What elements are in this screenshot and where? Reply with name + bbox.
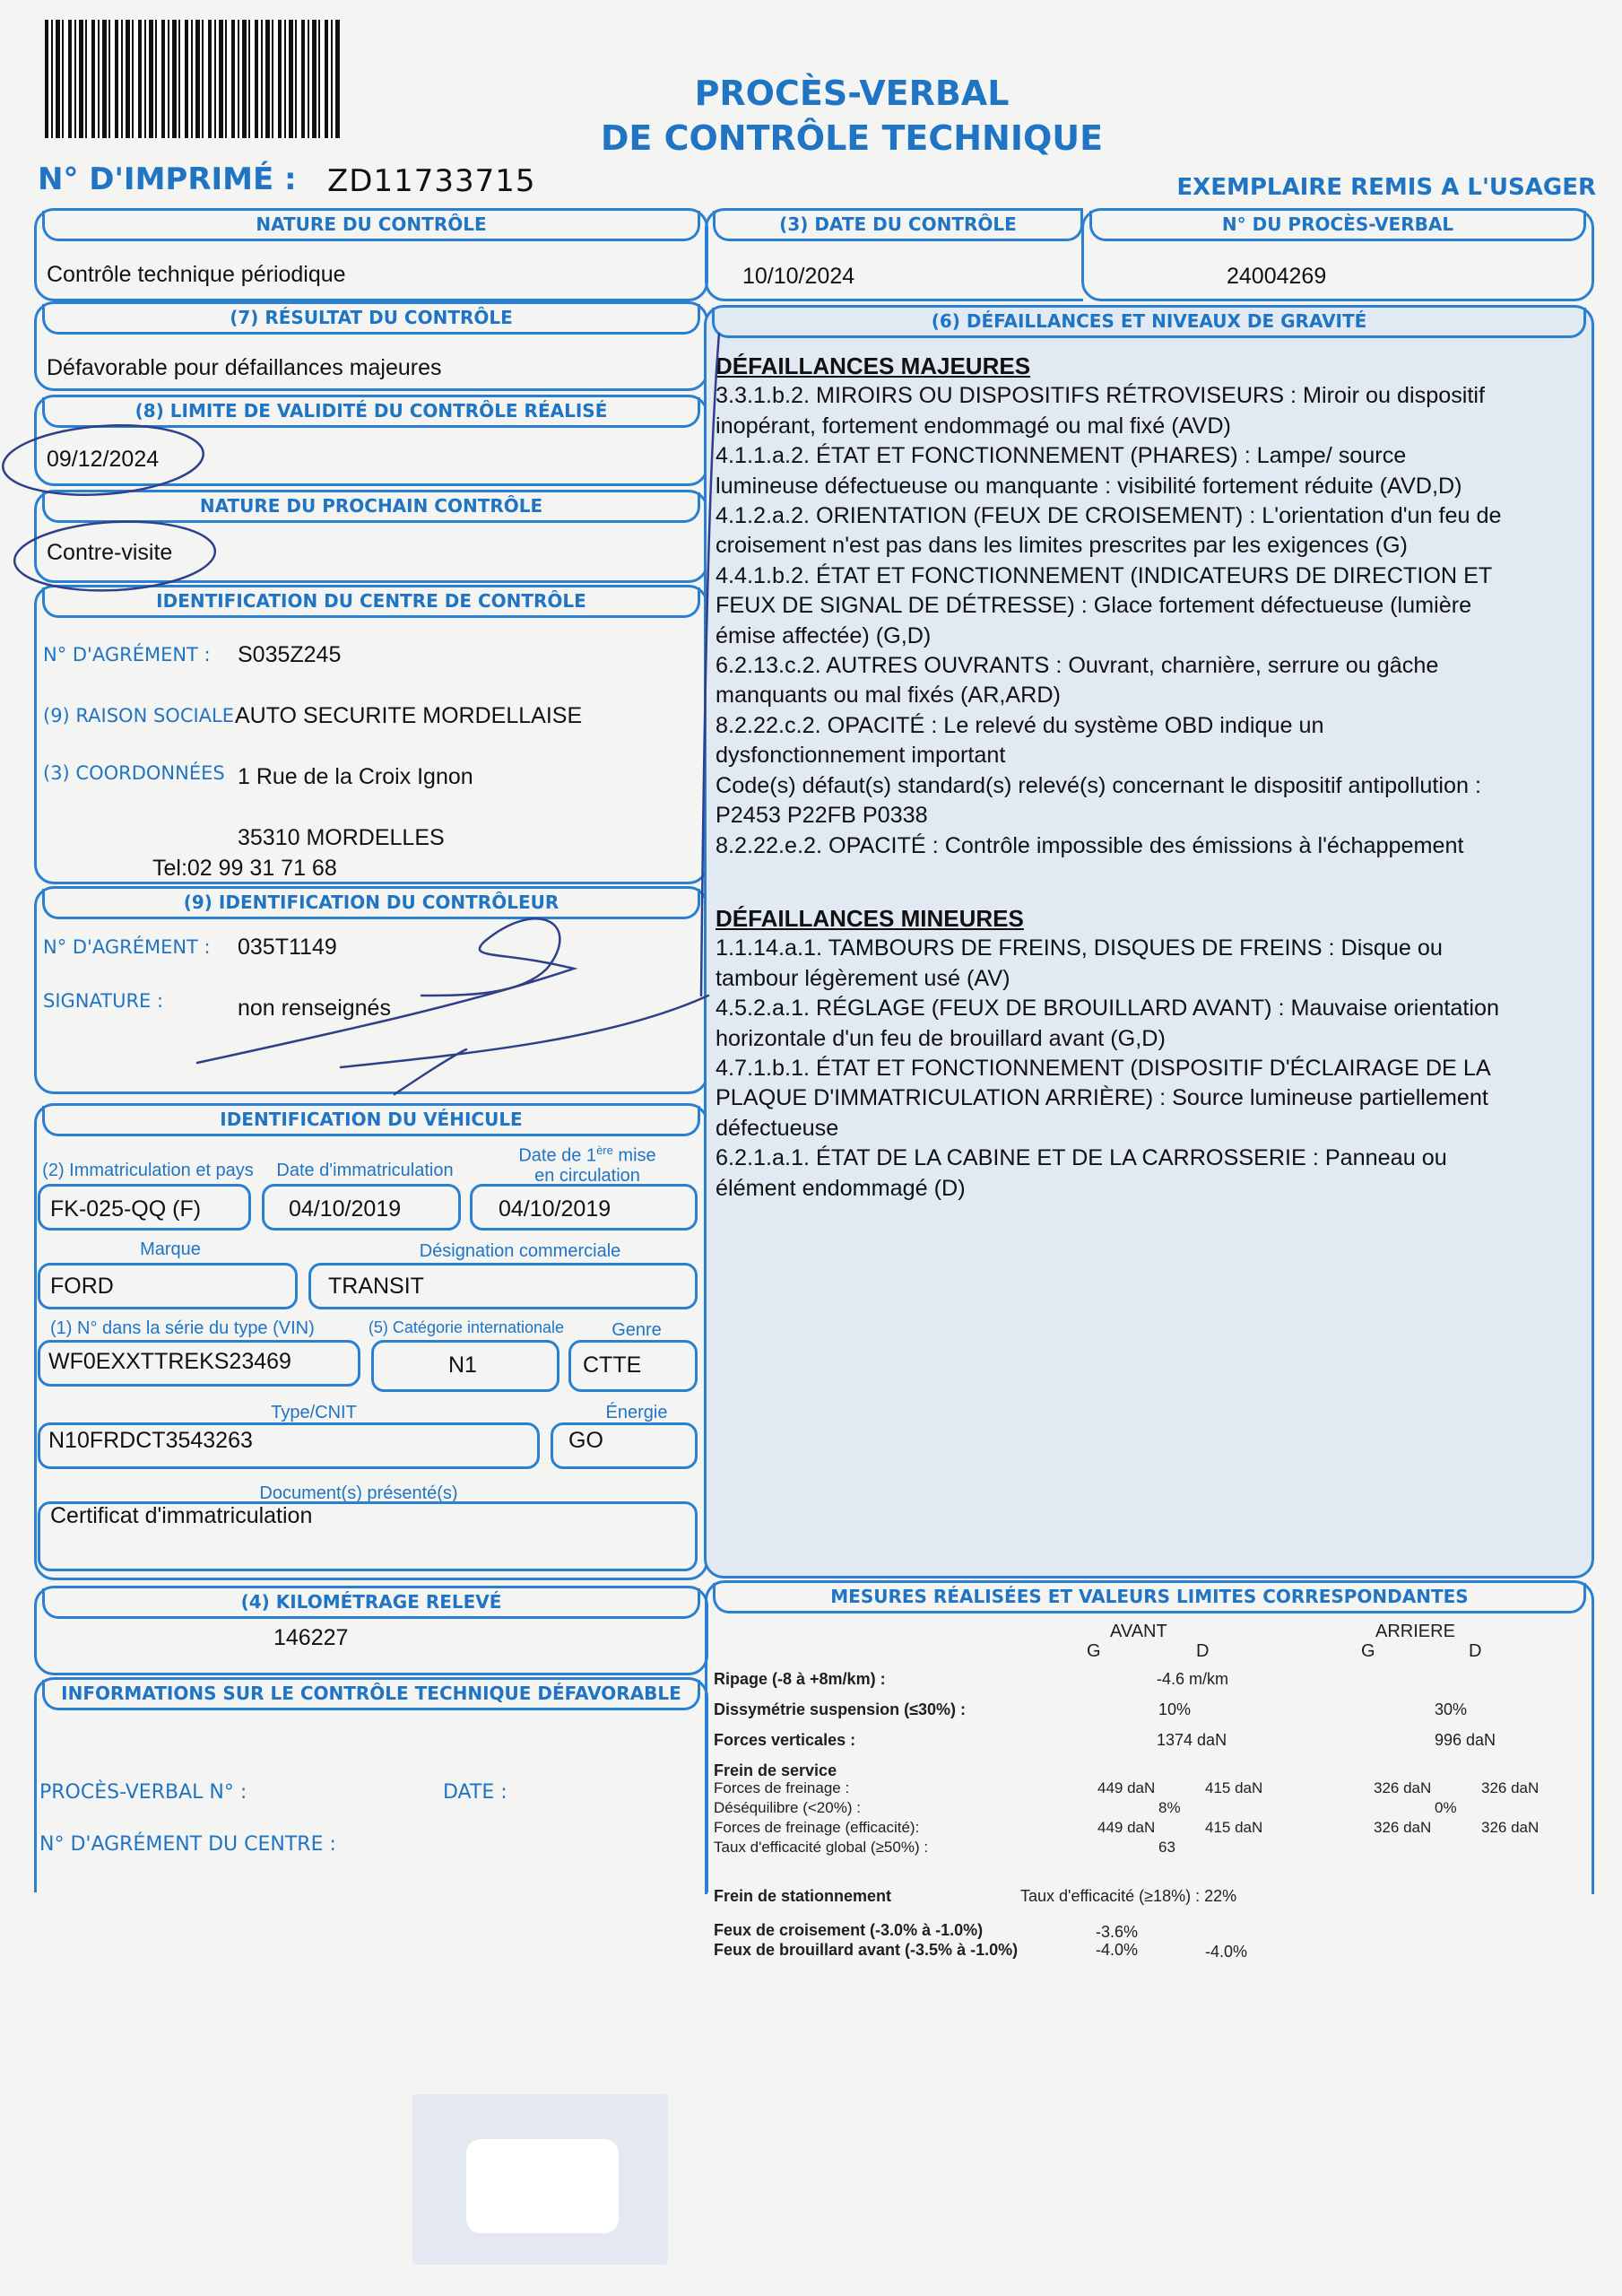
nature-controle-value: Contrôle technique périodique <box>47 262 346 287</box>
date-mise-label: Date de 1ère mise en circulation <box>518 1144 656 1186</box>
defaillance-item: 6.2.1.a.1. ÉTAT DE LA CABINE ET DE LA CARROSSERIE : Panneau ou élément endommagé (D) <box>716 1145 1447 1201</box>
num-pv-value: 24004269 <box>1227 264 1327 289</box>
ripage-label: Ripage (-8 à +8m/km) : <box>714 1670 886 1688</box>
raison-sociale-label: (9) RAISON SOCIALE <box>43 705 235 726</box>
defavorable-agrement-label: N° D'AGRÉMENT DU CENTRE : <box>39 1833 336 1856</box>
vin-label: (1) N° dans la série du type (VIN) <box>50 1318 315 1338</box>
imprime-number: ZD11733715 <box>327 163 536 199</box>
documents-value: Certificat d'immatriculation <box>50 1503 313 1528</box>
centre-agrement-value: S035Z245 <box>238 642 342 667</box>
defavorable-pv-label: PROCÈS-VERBAL N° : <box>39 1781 247 1804</box>
brouillard-label: Feux de brouillard avant (-3.5% à -1.0%) <box>714 1941 1019 1959</box>
signature-value: non renseignés <box>238 996 391 1021</box>
vin-value: WF0EXXTTREKS23469 <box>48 1349 291 1374</box>
centre-agrement-label: N° D'AGRÉMENT : <box>43 644 211 665</box>
taux-global-label: Taux d'efficacité global (≥50%) : <box>714 1839 929 1856</box>
ffe-arriere-g: 326 daN <box>1374 1819 1432 1836</box>
kilometrage-label: (4) KILOMÉTRAGE RELEVÉ <box>42 1588 700 1619</box>
date-immat-value: 04/10/2019 <box>289 1196 402 1222</box>
defaillance-item: 4.7.1.b.1. ÉTAT ET FONCTIONNEMENT (DISPOSITIF D'ÉCLAIRAGE DE LA PLAQUE D'IMMATRICULATION ARRIÈRE) : Source lumineuse partiellement défectueuse <box>716 1055 1490 1141</box>
num-pv-label: N° DU PROCÈS-VERBAL <box>1089 211 1586 241</box>
arriere-d: D <box>1469 1641 1482 1661</box>
ink-circle-limite <box>1 419 206 500</box>
immat-label: (2) Immatriculation et pays <box>42 1161 254 1180</box>
mesures-label: MESURES RÉALISÉES ET VALEURS LIMITES CORRESPONDANTES <box>713 1583 1586 1613</box>
brouillard-d: -4.0% <box>1205 1943 1248 1961</box>
signature-scribble <box>197 918 708 1094</box>
frein-service-label: Frein de service <box>714 1761 837 1779</box>
type-cnit-label: Type/CNIT <box>271 1403 357 1422</box>
designation-label: Désignation commerciale <box>419 1241 621 1261</box>
croisement-value: -3.6% <box>1096 1923 1139 1941</box>
dissymetrie-avant: 10% <box>1158 1700 1192 1718</box>
ink-margin-line <box>701 334 719 996</box>
energie-label: Énergie <box>605 1403 668 1422</box>
defavorable-date-label: DATE : <box>443 1781 507 1804</box>
desequilibre-avant: 8% <box>1158 1799 1181 1816</box>
dissymetrie-label: Dissymétrie suspension (≤30%) : <box>714 1700 966 1718</box>
categorie-value: N1 <box>448 1352 477 1378</box>
desequilibre-label: Déséquilibre (<20%) : <box>714 1799 861 1816</box>
majeures-title: DÉFAILLANCES MAJEURES <box>716 352 1031 379</box>
forces-verticales-avant: 1374 daN <box>1157 1731 1227 1749</box>
ff-avant-d: 415 daN <box>1205 1779 1263 1796</box>
resultat-label: (7) RÉSULTAT DU CONTRÔLE <box>42 304 700 335</box>
defaillance-item: 4.1.2.a.2. ORIENTATION (FEUX DE CROISEMENT) : L'orientation d'un feu de croisement n'est pas dans les limites prescrites par les exigences (G) <box>716 503 1502 559</box>
defavorable-label: INFORMATIONS SUR LE CONTRÔLE TECHNIQUE DÉFAVORABLE <box>42 1680 700 1710</box>
defaillance-item: 4.5.2.a.1. RÉGLAGE (FEUX DE BROUILLARD AVANT) : Mauvaise orientation horizontale d'un feu de brouillard avant (G,D) <box>716 996 1499 1051</box>
controleur-agrement-label: N° D'AGRÉMENT : <box>43 936 211 958</box>
ripage-value: -4.6 m/km <box>1157 1670 1229 1688</box>
defaillance-item: Code(s) défaut(s) standard(s) relevé(s) concernant le dispositif antipollution : P2453 P22FB P0338 <box>716 772 1481 829</box>
controleur-agrement-value: 035T1149 <box>238 935 337 960</box>
prochain-value: Contre-visite <box>47 540 173 565</box>
raison-sociale-value: AUTO SECURITE MORDELLAISE <box>235 703 583 728</box>
ff-arriere-g: 326 daN <box>1374 1779 1432 1796</box>
croisement-label: Feux de croisement (-3.0% à -1.0%) <box>714 1921 984 1939</box>
type-cnit-value: N10FRDCT3543263 <box>48 1428 253 1453</box>
kilometrage-value: 146227 <box>273 1625 349 1650</box>
date-controle-value: 10/10/2024 <box>742 264 855 289</box>
defaillance-item: 4.1.1.a.2. ÉTAT ET FONCTIONNEMENT (PHARES) : Lampe/ source lumineuse défectueuse ou manquante : visibilité fortement réduite (AVD,D) <box>716 443 1462 499</box>
forces-verticales-arriere: 996 daN <box>1435 1731 1496 1749</box>
limite-value: 09/12/2024 <box>47 447 160 472</box>
limite-label: (8) LIMITE DE VALIDITÉ DU CONTRÔLE RÉALISÉ <box>42 397 700 428</box>
nature-controle-label: NATURE DU CONTRÔLE <box>42 211 700 241</box>
date-controle-label: (3) DATE DU CONTRÔLE <box>713 211 1083 241</box>
forces-verticales-label: Forces verticales : <box>714 1731 856 1749</box>
ffe-avant-d: 415 daN <box>1205 1819 1263 1836</box>
brouillard-g: -4.0% <box>1096 1941 1139 1959</box>
exemplaire-notice: EXEMPLAIRE REMIS A L'USAGER <box>1176 174 1596 201</box>
avant-d: D <box>1196 1641 1210 1661</box>
ff-efficacite-label: Forces de freinage (efficacité): <box>714 1819 920 1836</box>
ff-arriere-d: 326 daN <box>1481 1779 1540 1796</box>
desequilibre-arriere: 0% <box>1435 1799 1457 1816</box>
marque-label: Marque <box>140 1239 201 1259</box>
stationnement-value: Taux d'efficacité (≥18%) : 22% <box>1020 1887 1237 1905</box>
signature-label: SIGNATURE : <box>43 990 164 1012</box>
document-title-line1: PROCÈS-VERBAL <box>694 74 1010 113</box>
categorie-label: (5) Catégorie internationale <box>368 1318 565 1336</box>
coordonnees-label: (3) COORDONNÉES <box>43 762 225 784</box>
documents-label: Document(s) présenté(s) <box>259 1483 458 1503</box>
controleur-label: (9) IDENTIFICATION DU CONTRÔLEUR <box>42 889 700 919</box>
stationnement-label: Frein de stationnement <box>714 1887 892 1905</box>
ink-circle-prochain <box>13 517 217 596</box>
ffe-arriere-d: 326 daN <box>1481 1819 1540 1836</box>
prochain-label: NATURE DU PROCHAIN CONTRÔLE <box>42 492 700 523</box>
avant-header: AVANT <box>1110 1622 1167 1641</box>
document-title-line2: DE CONTRÔLE TECHNIQUE <box>600 118 1104 158</box>
centre-label: IDENTIFICATION DU CENTRE DE CONTRÔLE <box>42 587 700 618</box>
defaillance-item: 1.1.14.a.1. TAMBOURS DE FREINS, DISQUES DE FREINS : Disque ou tambour légèrement usé (AV) <box>716 935 1443 991</box>
address-line2: 35310 MORDELLES <box>238 825 445 850</box>
designation-value: TRANSIT <box>328 1274 424 1299</box>
defaillance-item: 4.4.1.b.2. ÉTAT ET FONCTIONNEMENT (INDICATEURS DE DIRECTION ET FEUX DE SIGNAL DE DÉTRESSE) : Glace fortement défectueuse (lumière émise affectée) (G,D) <box>716 562 1492 648</box>
avant-g: G <box>1087 1641 1101 1661</box>
marque-value: FORD <box>50 1274 114 1299</box>
defaillance-item: 8.2.22.e.2. OPACITÉ : Contrôle impossible des émissions à l'échappement <box>716 832 1464 858</box>
defaillances-label: (6) DÉFAILLANCES ET NIVEAUX DE GRAVITÉ <box>712 308 1586 338</box>
taux-global-value: 63 <box>1158 1839 1175 1856</box>
centre-telephone: Tel:02 99 31 71 68 <box>152 856 337 881</box>
dissymetrie-arriere: 30% <box>1435 1700 1468 1718</box>
arriere-header: ARRIERE <box>1375 1622 1455 1641</box>
ffe-avant-g: 449 daN <box>1097 1819 1156 1836</box>
arriere-g: G <box>1361 1641 1375 1661</box>
mineures-title: DÉFAILLANCES MINEURES <box>716 904 1024 932</box>
defaillance-item: 3.3.1.b.2. MIROIRS OU DISPOSITIFS RÉTROVISEURS : Miroir ou dispositif inopérant, fortement endommagé ou mal fixé (AVD) <box>716 383 1485 439</box>
resultat-value: Défavorable pour défaillances majeures <box>47 355 442 380</box>
forces-freinage-label: Forces de freinage : <box>714 1779 850 1796</box>
energie-value: GO <box>568 1428 603 1453</box>
defaillance-item: 6.2.13.c.2. AUTRES OUVRANTS : Ouvrant, charnière, serrure ou gâche manquants ou mal fixés (AR,ARD) <box>716 653 1439 709</box>
imprime-label: N° D'IMPRIMÉ : <box>38 161 297 197</box>
genre-value: CTTE <box>583 1352 642 1378</box>
ff-avant-g: 449 daN <box>1097 1779 1156 1796</box>
date-immat-label: Date d'immatriculation <box>276 1161 454 1180</box>
immat-value: FK-025-QQ (F) <box>50 1196 202 1222</box>
address-line1: 1 Rue de la Croix Ignon <box>238 764 473 789</box>
defaillance-item: 8.2.22.c.2. OPACITÉ : Le relevé du système OBD indique un dysfonctionnement important <box>716 712 1324 769</box>
genre-label: Genre <box>612 1320 662 1340</box>
vehicule-label: IDENTIFICATION DU VÉHICULE <box>42 1106 700 1136</box>
date-mise-value: 04/10/2019 <box>499 1196 612 1222</box>
